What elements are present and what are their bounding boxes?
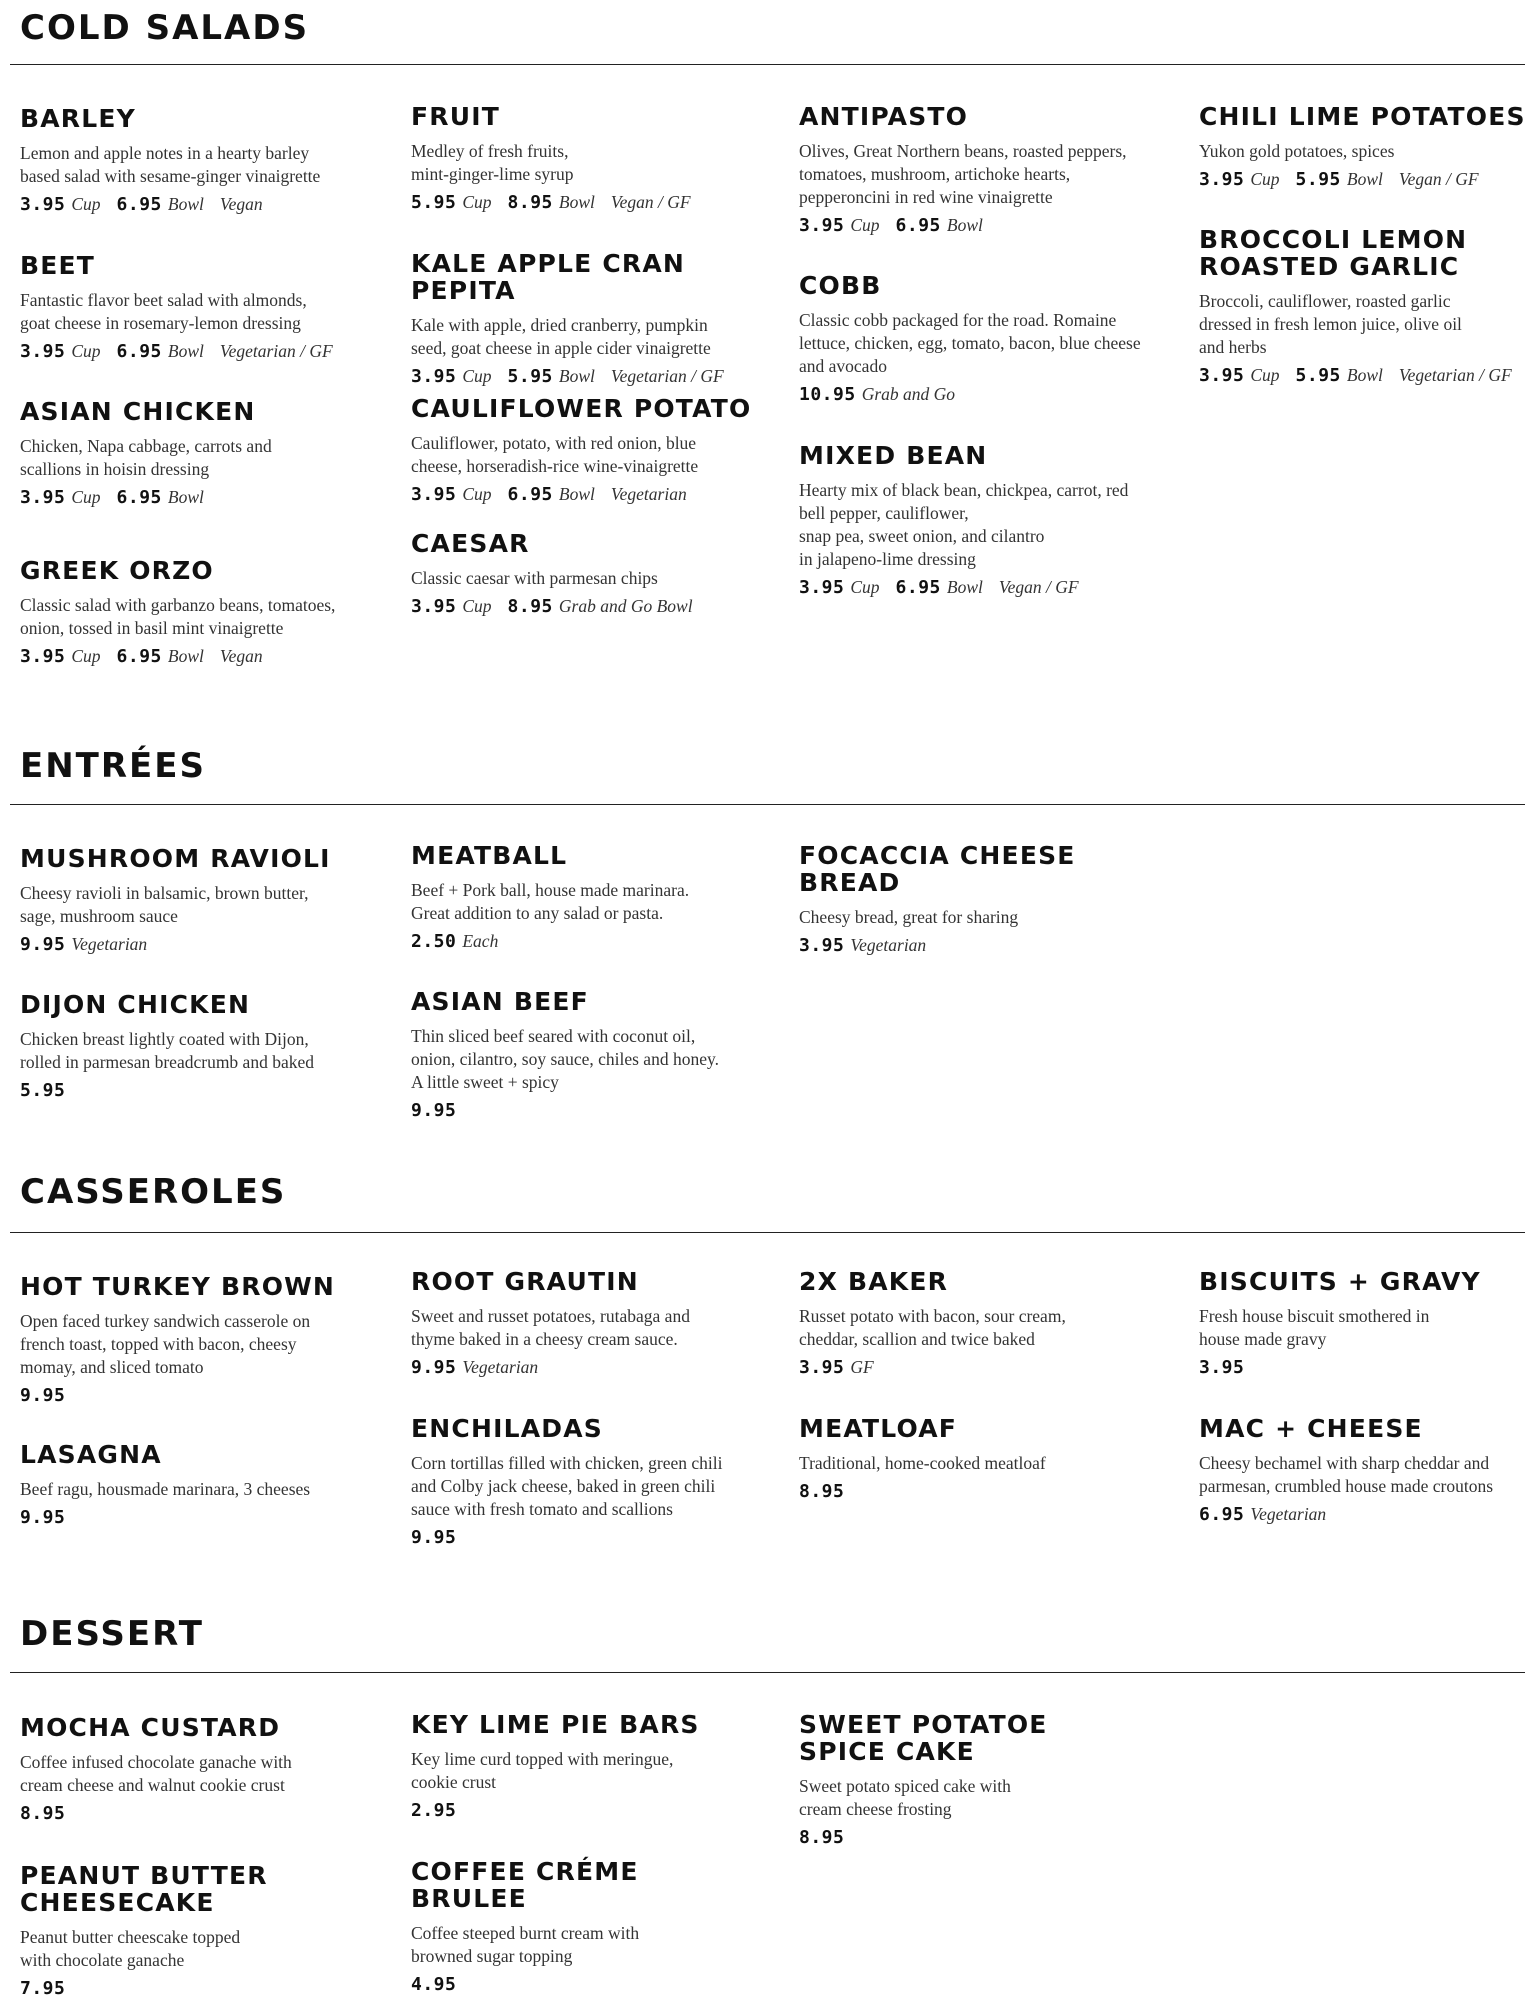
item-price-line — [411, 1354, 761, 1382]
item-price-line — [411, 928, 761, 956]
item-price-line — [411, 593, 761, 621]
item-price-line — [799, 574, 1149, 602]
price-value: 3.95 — [20, 646, 66, 667]
item-name: ASIAN CHICKEN — [20, 397, 256, 426]
item-name: ANTIPASTO — [799, 102, 969, 131]
item-description: Sweet and russet potatoes, rutabaga and thyme baked in a cheesy cream sauce. — [411, 1306, 690, 1349]
menu-item-asian-chicken — [20, 398, 370, 512]
price-label: Vegan — [219, 646, 263, 666]
item-name: FOCACCIA CHEESE BREAD — [799, 841, 1076, 897]
item-price-line — [20, 1382, 370, 1410]
price-label: Vegetarian — [1250, 1504, 1327, 1524]
item-price-line — [1199, 1354, 1535, 1382]
price-label: Cup — [462, 192, 492, 212]
price-value: 5.95 — [1295, 169, 1341, 190]
price-value: 6.95 — [116, 341, 162, 362]
item-name: COBB — [799, 271, 882, 300]
item-name: MEATLOAF — [799, 1414, 958, 1443]
item-name: ENCHILADAS — [411, 1414, 603, 1443]
price-value: 8.95 — [507, 596, 553, 617]
item-price-line — [20, 1504, 370, 1532]
price-value: 8.95 — [799, 1827, 845, 1848]
price-value: 8.95 — [20, 1803, 66, 1824]
price-label: Bowl — [1346, 169, 1383, 189]
price-label: Bowl — [1346, 365, 1383, 385]
menu-item-broccoli-lemon-roasted-garlic — [1199, 226, 1535, 390]
price-label: Cup — [1250, 365, 1280, 385]
item-price-line — [799, 932, 1149, 960]
item-description: Fantastic flavor beet salad with almonds, goat cheese in rosemary-lemon dressing — [20, 290, 307, 333]
menu-item-hot-turkey-brown — [20, 1273, 370, 1410]
menu-item-enchiladas — [411, 1415, 761, 1552]
item-description: Coffee steeped burnt cream with browned sugar topping — [411, 1923, 640, 1966]
menu-item-mixed-bean — [799, 442, 1149, 602]
item-name: CAESAR — [411, 529, 530, 558]
menu-item-meatball — [411, 842, 761, 956]
item-description: Beef ragu, housmade marinara, 3 cheeses — [20, 1479, 311, 1499]
price-label: Vegan / GF — [1398, 169, 1479, 189]
item-description: Medley of fresh fruits, mint-ginger-lime syrup — [411, 141, 574, 184]
menu-item-sweet-potatoe-spice-cake — [799, 1711, 1149, 1852]
price-value: 3.95 — [799, 1357, 845, 1378]
price-label: Cup — [850, 215, 880, 235]
price-value: 8.95 — [507, 192, 553, 213]
price-label: Each — [462, 931, 499, 951]
menu-item-peanut-butter-cheesecake — [20, 1862, 370, 2000]
item-price-line — [1199, 166, 1535, 194]
menu-item-coffee-creme-brulee — [411, 1858, 761, 1999]
price-label: Bowl — [946, 577, 983, 597]
item-description: Olives, Great Northern beans, roasted peppers, tomatoes, mushroom, artichoke hearts, pepperoncini in red wine vinaigrette — [799, 141, 1127, 207]
item-description: Hearty mix of black bean, chickpea, carrot, red bell pepper, cauliflower, snap pea, sweet onion, and cilantro in jalapeno-lime dressing — [799, 480, 1129, 569]
item-name: DIJON CHICKEN — [20, 990, 251, 1019]
item-price-line — [1199, 362, 1535, 390]
item-description: Peanut butter cheescake topped with chocolate ganache — [20, 1927, 241, 1970]
menu-item-mushroom-ravioli — [20, 845, 370, 959]
item-description: Chicken, Napa cabbage, carrots and scallions in hoisin dressing — [20, 436, 272, 479]
item-description: Key lime curd topped with meringue, cookie crust — [411, 1749, 674, 1792]
price-label: Cup — [462, 484, 492, 504]
item-name: BISCUITS + GRAVY — [1199, 1267, 1481, 1296]
item-price-line — [411, 363, 761, 391]
item-price-line — [20, 643, 370, 671]
item-name: GREEK ORZO — [20, 556, 214, 585]
price-value: 3.95 — [411, 484, 457, 505]
item-price-line — [20, 484, 370, 512]
item-description: Thin sliced beef seared with coconut oil, onion, cilantro, soy sauce, chiles and honey. A little sweet + spicy — [411, 1026, 719, 1092]
price-label: Cup — [462, 366, 492, 386]
price-value: 3.95 — [20, 487, 66, 508]
item-price-line — [20, 1077, 370, 1105]
price-label: Bowl — [946, 215, 983, 235]
item-name: MIXED BEAN — [799, 441, 988, 470]
item-price-line — [411, 1097, 761, 1125]
menu-item-cobb — [799, 272, 1149, 409]
price-value: 6.95 — [895, 577, 941, 598]
item-name: MAC + CHEESE — [1199, 1414, 1423, 1443]
item-description: Fresh house biscuit smothered in house made gravy — [1199, 1306, 1430, 1349]
item-price-line — [20, 1800, 370, 1828]
item-description: Cheesy bread, great for sharing — [799, 907, 1019, 927]
menu-item-antipasto — [799, 103, 1149, 240]
price-label: Vegetarian / GF — [1398, 365, 1512, 385]
item-name: BROCCOLI LEMON ROASTED GARLIC — [1199, 225, 1468, 281]
price-value: 9.95 — [20, 1507, 66, 1528]
item-price-line — [799, 212, 1149, 240]
menu-item-fruit — [411, 103, 761, 217]
menu-item-cauliflower-potato — [411, 395, 761, 509]
item-price-line — [799, 1354, 1149, 1382]
menu-item-mocha-custard — [20, 1714, 370, 1828]
menu-item-caesar — [411, 530, 761, 621]
menu-item-greek-orzo — [20, 557, 370, 671]
price-value: 9.95 — [20, 934, 66, 955]
item-name: MOCHA CUSTARD — [20, 1713, 281, 1742]
item-price-line — [799, 381, 1149, 409]
price-label: Bowl — [167, 341, 204, 361]
price-value: 6.95 — [507, 484, 553, 505]
item-price-line — [411, 481, 761, 509]
price-label: Vegan / GF — [610, 192, 691, 212]
item-description: Chicken breast lightly coated with Dijon, rolled in parmesan breadcrumb and baked — [20, 1029, 314, 1072]
price-value: 10.95 — [799, 384, 856, 405]
item-price-line — [411, 1524, 761, 1552]
price-label: Cup — [71, 646, 101, 666]
item-name: COFFEE CRÉME BRULEE — [411, 1857, 639, 1913]
price-value: 5.95 — [411, 192, 457, 213]
price-value: 3.95 — [1199, 365, 1245, 386]
price-label: Cup — [71, 194, 101, 214]
price-value: 2.50 — [411, 931, 457, 952]
item-name: FRUIT — [411, 102, 500, 131]
price-value: 5.95 — [20, 1080, 66, 1101]
price-value: 9.95 — [20, 1385, 66, 1406]
price-value: 6.95 — [895, 215, 941, 236]
price-value: 5.95 — [507, 366, 553, 387]
item-description: Kale with apple, dried cranberry, pumpkin seed, goat cheese in apple cider vinaigrette — [411, 315, 711, 358]
price-value: 8.95 — [799, 1481, 845, 1502]
menu-item-2x-baker — [799, 1268, 1149, 1382]
price-value: 3.95 — [411, 366, 457, 387]
item-price-line — [411, 1971, 761, 1999]
item-description: Cheesy ravioli in balsamic, brown butter, sage, mushroom sauce — [20, 883, 309, 926]
item-price-line — [20, 931, 370, 959]
price-value: 9.95 — [411, 1527, 457, 1548]
price-label: Cup — [71, 487, 101, 507]
item-price-line — [799, 1824, 1149, 1852]
price-value: 2.95 — [411, 1800, 457, 1821]
item-name: PEANUT BUTTER CHEESECAKE — [20, 1861, 268, 1917]
price-label: GF — [850, 1357, 874, 1377]
item-name: BARLEY — [20, 104, 136, 133]
section-divider — [10, 804, 1525, 805]
price-label: Vegetarian / GF — [610, 366, 724, 386]
price-value: 6.95 — [116, 194, 162, 215]
menu-item-focaccia-cheese-bread — [799, 842, 1149, 960]
section-divider — [10, 64, 1525, 65]
price-label: Bowl — [558, 192, 595, 212]
price-label: Cup — [71, 341, 101, 361]
price-label: Vegetarian — [850, 935, 927, 955]
price-label: Cup — [462, 596, 492, 616]
price-value: 3.95 — [20, 341, 66, 362]
menu-item-kale-apple-cran-pepita — [411, 250, 761, 391]
item-description: Coffee infused chocolate ganache with cream cheese and walnut cookie crust — [20, 1752, 292, 1795]
item-price-line — [799, 1478, 1149, 1506]
price-value: 9.95 — [411, 1357, 457, 1378]
item-name: SWEET POTATOE SPICE CAKE — [799, 1710, 1048, 1766]
item-description: Broccoli, cauliflower, roasted garlic dressed in fresh lemon juice, olive oil and herbs — [1199, 291, 1462, 357]
item-description: Yukon gold potatoes, spices — [1199, 141, 1395, 161]
price-label: Vegetarian — [610, 484, 687, 504]
price-value: 7.95 — [20, 1978, 66, 1999]
item-name: BEET — [20, 251, 96, 280]
item-name: MUSHROOM RAVIOLI — [20, 844, 331, 873]
item-name: KEY LIME PIE BARS — [411, 1710, 700, 1739]
item-price-line — [20, 191, 370, 219]
price-value: 3.95 — [799, 935, 845, 956]
item-description: Beef + Pork ball, house made marinara. Great addition to any salad or pasta. — [411, 880, 690, 923]
price-label: Vegan — [219, 194, 263, 214]
item-name: CHILI LIME POTATOES — [1199, 102, 1526, 131]
menu-item-mac-cheese — [1199, 1415, 1535, 1529]
price-value: 4.95 — [411, 1974, 457, 1995]
price-label: Bowl — [167, 646, 204, 666]
item-price-line — [411, 1797, 761, 1825]
item-description: Cheesy bechamel with sharp cheddar and parmesan, crumbled house made croutons — [1199, 1453, 1494, 1496]
price-label: Vegan / GF — [998, 577, 1079, 597]
item-description: Classic caesar with parmesan chips — [411, 568, 658, 588]
menu-item-key-lime-pie-bars — [411, 1711, 761, 1825]
item-description: Cauliflower, potato, with red onion, blue cheese, horseradish-rice wine-vinaigrette — [411, 433, 699, 476]
item-price-line — [20, 338, 370, 366]
price-value: 3.95 — [411, 596, 457, 617]
price-label: Vegetarian — [71, 934, 148, 954]
menu-item-barley — [20, 105, 370, 219]
item-description: Traditional, home-cooked meatloaf — [799, 1453, 1046, 1473]
item-name: ASIAN BEEF — [411, 987, 589, 1016]
price-label: Grab and Go — [861, 384, 956, 404]
price-label: Cup — [850, 577, 880, 597]
price-label: Grab and Go Bowl — [558, 596, 693, 616]
menu-item-root-grautin — [411, 1268, 761, 1382]
price-value: 3.95 — [799, 577, 845, 598]
menu-item-dijon-chicken — [20, 991, 370, 1105]
item-description: Russet potato with bacon, sour cream, cheddar, scallion and twice baked — [799, 1306, 1066, 1349]
item-name: HOT TURKEY BROWN — [20, 1272, 336, 1301]
section-title-entrees: ENTRÉES — [20, 746, 206, 786]
item-name: KALE APPLE CRAN PEPITA — [411, 249, 686, 305]
item-name: 2X BAKER — [799, 1267, 949, 1296]
menu-item-beet — [20, 252, 370, 366]
price-label: Vegetarian / GF — [219, 341, 333, 361]
item-name: MEATBALL — [411, 841, 568, 870]
item-description: Lemon and apple notes in a hearty barley based salad with sesame-ginger vinaigrette — [20, 143, 321, 186]
price-value: 3.95 — [1199, 169, 1245, 190]
item-name: ROOT GRAUTIN — [411, 1267, 639, 1296]
item-description: Classic salad with garbanzo beans, tomatoes, onion, tossed in basil mint vinaigrette — [20, 595, 336, 638]
menu-item-lasagna — [20, 1441, 370, 1532]
price-label: Bowl — [558, 366, 595, 386]
item-description: Sweet potato spiced cake with cream cheese frosting — [799, 1776, 1011, 1819]
item-price-line — [411, 189, 761, 217]
item-name: LASAGNA — [20, 1440, 162, 1469]
item-price-line — [1199, 1501, 1535, 1529]
menu-item-meatloaf — [799, 1415, 1149, 1506]
price-label: Bowl — [167, 194, 204, 214]
menu-item-chili-lime-potatoes — [1199, 103, 1535, 194]
price-value: 6.95 — [116, 487, 162, 508]
price-value: 3.95 — [1199, 1357, 1245, 1378]
price-label: Cup — [1250, 169, 1280, 189]
price-value: 9.95 — [411, 1100, 457, 1121]
section-title-casseroles: CASSEROLES — [20, 1172, 287, 1212]
price-value: 3.95 — [20, 194, 66, 215]
item-name: CAULIFLOWER POTATO — [411, 394, 752, 423]
price-value: 3.95 — [799, 215, 845, 236]
section-title-cold-salads: COLD SALADS — [20, 8, 310, 48]
price-label: Vegetarian — [462, 1357, 539, 1377]
price-value: 6.95 — [1199, 1504, 1245, 1525]
price-label: Bowl — [558, 484, 595, 504]
item-description: Corn tortillas filled with chicken, green chili and Colby jack cheese, baked in green chili sauce with fresh tomato and scallions — [411, 1453, 723, 1519]
price-value: 6.95 — [116, 646, 162, 667]
section-title-dessert: DESSERT — [20, 1614, 204, 1654]
item-description: Open faced turkey sandwich casserole on french toast, topped with bacon, cheesy momay, and sliced tomato — [20, 1311, 311, 1377]
menu-item-asian-beef — [411, 988, 761, 1125]
item-description: Classic cobb packaged for the road. Romaine lettuce, chicken, egg, tomato, bacon, blue cheese and avocado — [799, 310, 1141, 376]
menu-item-biscuits-gravy — [1199, 1268, 1535, 1382]
item-price-line — [20, 1975, 370, 2000]
price-value: 5.95 — [1295, 365, 1341, 386]
price-label: Bowl — [167, 487, 204, 507]
section-divider — [10, 1232, 1525, 1233]
section-divider — [10, 1672, 1525, 1673]
